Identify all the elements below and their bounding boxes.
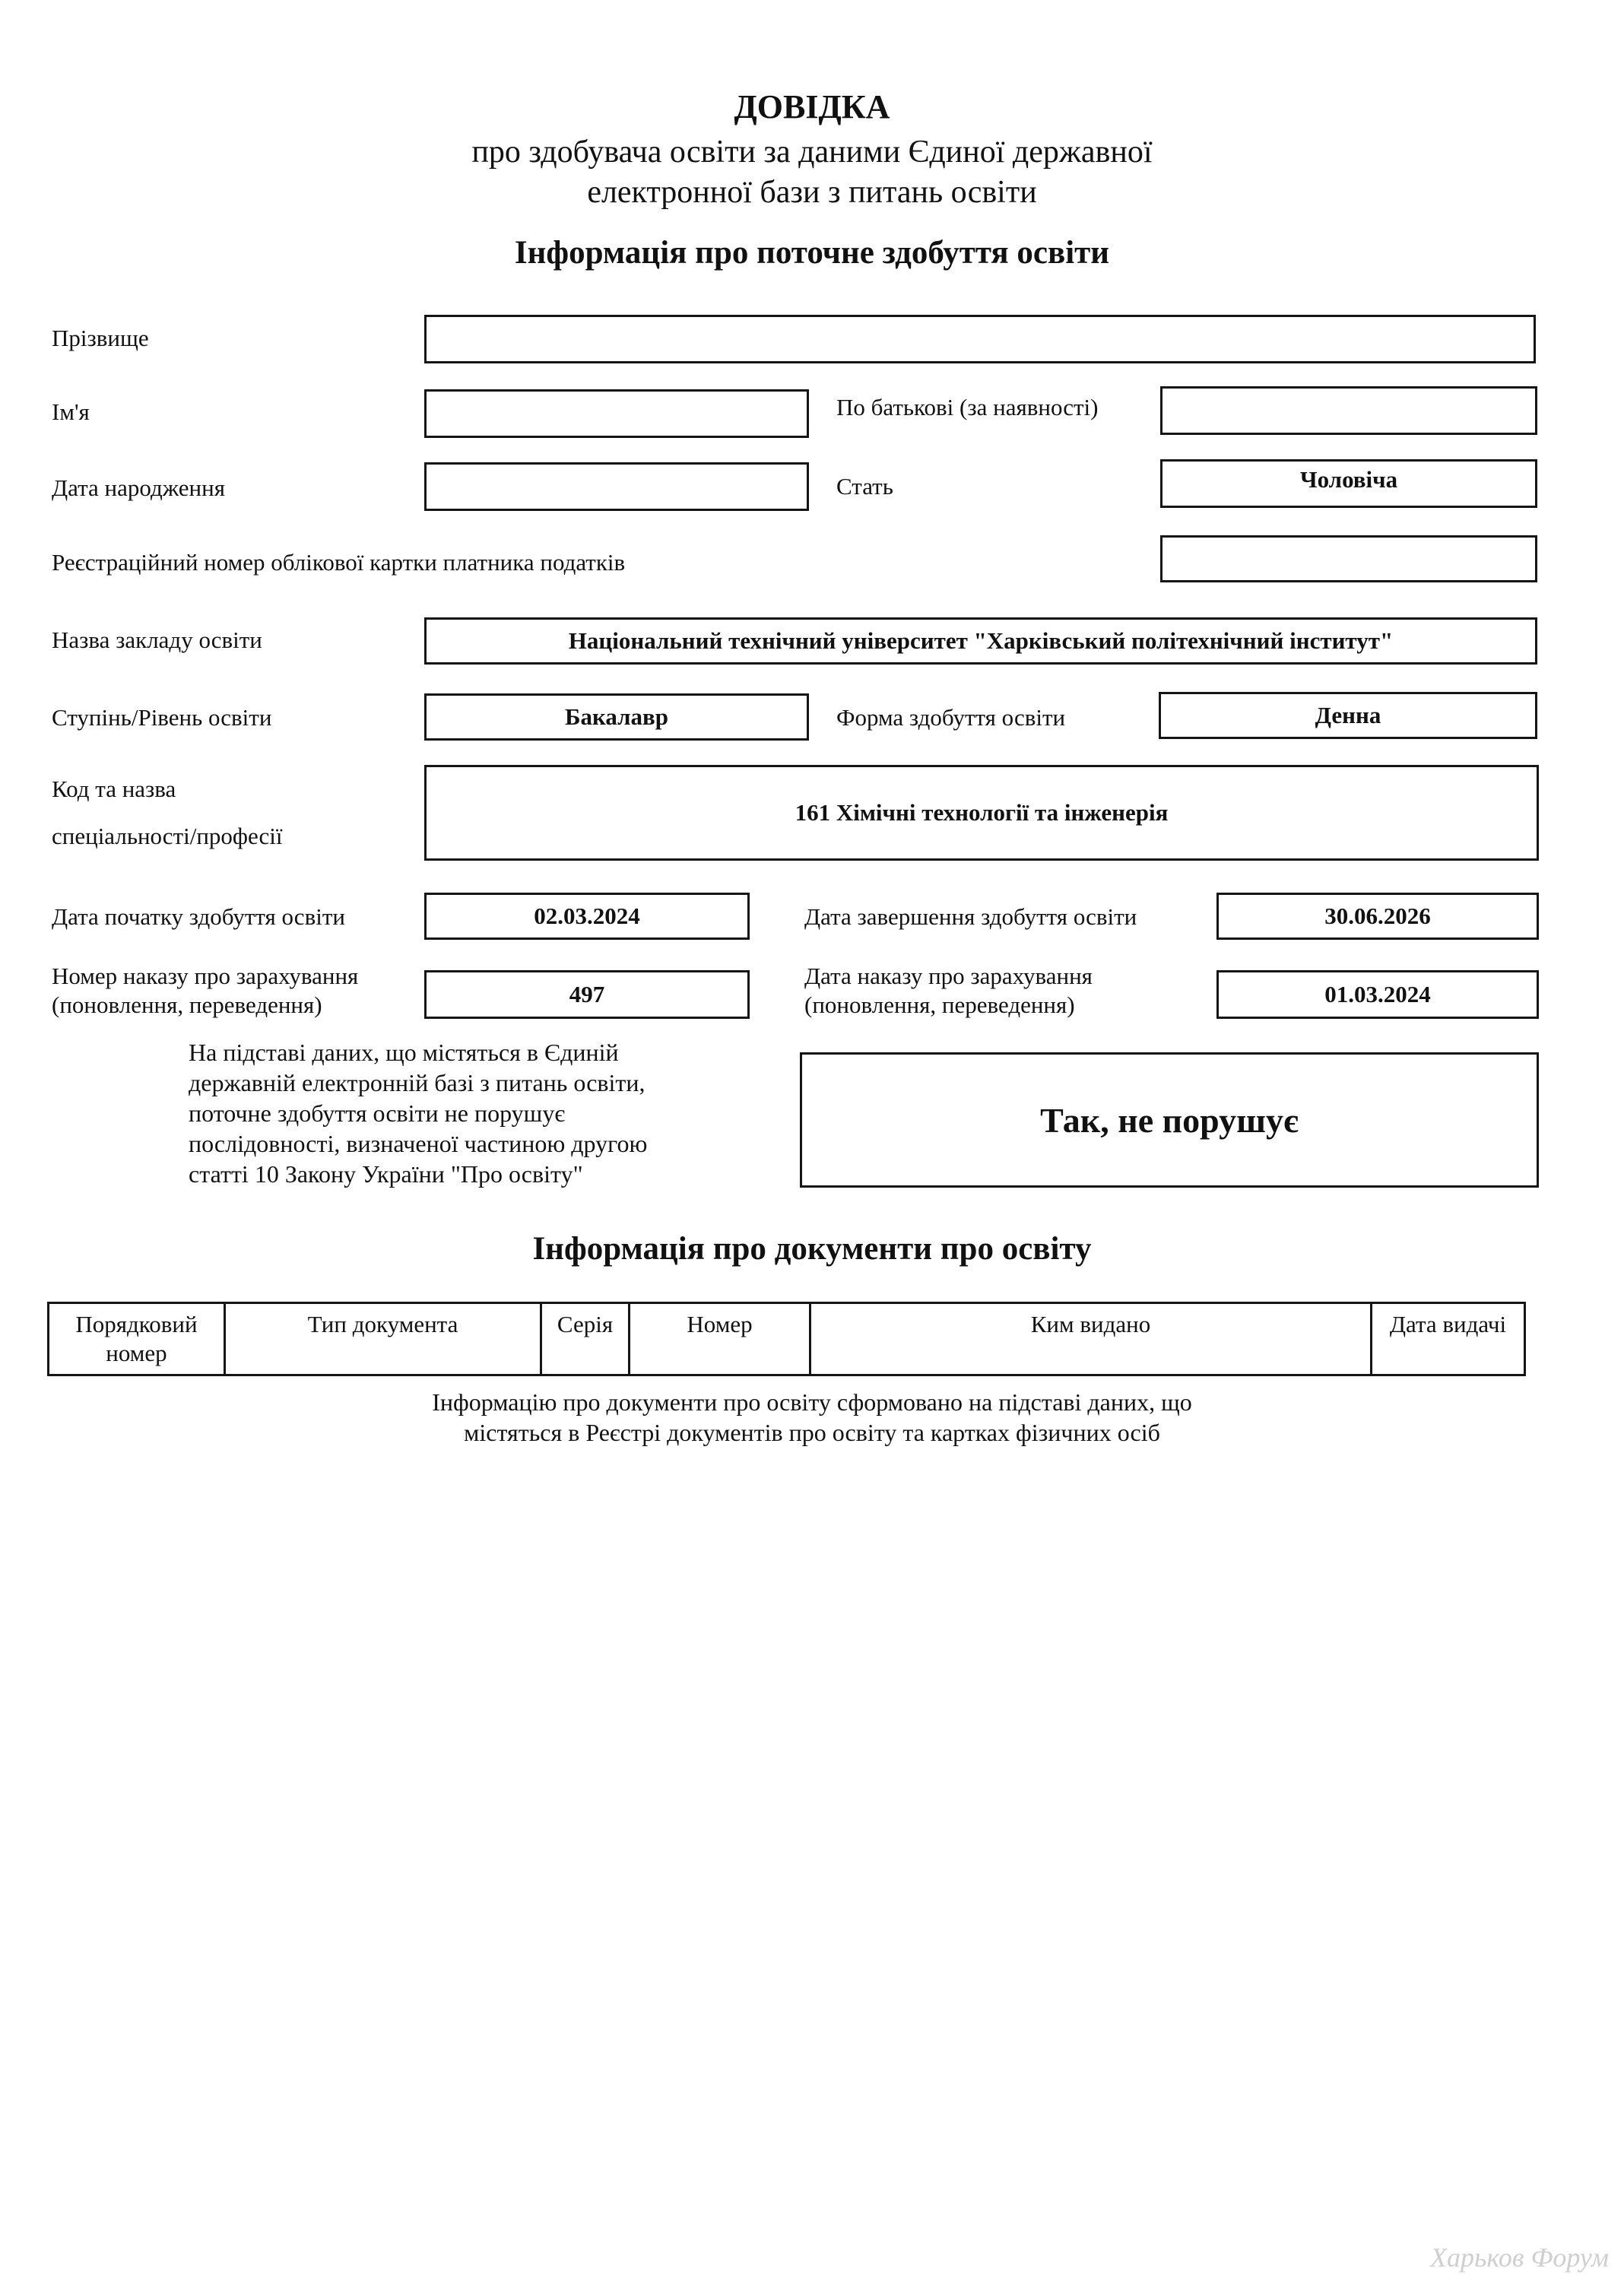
- patronymic-label: По батькові (за наявності): [836, 394, 1099, 420]
- document-title: ДОВІДКА: [734, 88, 890, 125]
- order-number-label-line1: Номер наказу про зарахування: [52, 963, 359, 989]
- column-header-issue-date: Дата видачі: [1372, 1303, 1525, 1375]
- surname-label: Прізвище: [52, 325, 149, 351]
- compliance-text-line1: На підставі даних, що містяться в Єдиній: [189, 1039, 619, 1066]
- name-field: [424, 389, 809, 438]
- order-date-label-line2: (поновлення, переведення): [804, 991, 1075, 1018]
- name-label: Ім'я: [52, 398, 90, 425]
- compliance-text-line5: статті 10 Закону України "Про освіту": [189, 1160, 583, 1188]
- institution-label: Назва закладу освіти: [52, 627, 262, 653]
- study-form-label: Форма здобуття освіти: [836, 704, 1066, 731]
- sex-field: Чоловіча: [1160, 459, 1537, 508]
- birthdate-field: [424, 462, 809, 511]
- order-number-field: 497: [424, 970, 750, 1019]
- compliance-result-box: Так, не порушує: [800, 1052, 1539, 1188]
- tax-number-field: [1160, 535, 1537, 582]
- end-date-field: 30.06.2026: [1216, 893, 1539, 940]
- compliance-text: [189, 1037, 647, 1189]
- document-subtitle-line1: про здобувача освіти за даними Єдиної державної: [471, 135, 1153, 170]
- documents-table-header-row: [49, 1303, 1525, 1375]
- column-header-ordinal: Порядковий номер: [49, 1303, 225, 1375]
- order-date-field: 01.03.2024: [1216, 970, 1539, 1019]
- end-date-label: Дата завершення здобуття освіти: [804, 903, 1137, 930]
- compliance-text-line4: послідовності, визначеної частиною другою: [189, 1130, 648, 1157]
- column-header-issued-by: Ким видано: [810, 1303, 1372, 1375]
- column-header-number: Номер: [630, 1303, 810, 1375]
- documents-footer-line2: містяться в Реєстрі документів про освіту та картках фізичних осіб: [464, 1419, 1160, 1446]
- institution-field: Національний технічний університет "Харківський політехнічний інститут": [424, 617, 1537, 665]
- specialty-field: 161 Хімічні технології та інженерія: [424, 765, 1539, 861]
- document-subtitle-line2: електронної бази з питань освіти: [587, 175, 1037, 210]
- start-date-label: Дата початку здобуття освіти: [52, 903, 345, 930]
- order-number-label-line2: (поновлення, переведення): [52, 991, 322, 1018]
- section-current-education-title: Інформація про поточне здобуття освіти: [514, 235, 1110, 271]
- section-documents-title: Інформація про документи про освіту: [532, 1231, 1092, 1267]
- documents-footer-line1: Інформацію про документи про освіту сформовано на підставі даних, що: [432, 1388, 1192, 1416]
- tax-number-label: Реєстраційний номер облікової картки платника податків: [52, 549, 626, 576]
- order-date-label-line1: Дата наказу про зарахування: [804, 963, 1093, 989]
- watermark: Харьков Форум: [1429, 2242, 1609, 2273]
- study-form-field: Денна: [1159, 692, 1537, 739]
- column-header-doc-type: Тип документа: [225, 1303, 541, 1375]
- degree-field: Бакалавр: [424, 693, 809, 741]
- sex-label: Стать: [836, 473, 893, 500]
- surname-field: [424, 315, 1536, 363]
- specialty-label-line2: спеціальності/професії: [52, 823, 283, 849]
- compliance-text-line3: поточне здобуття освіти не порушує: [189, 1099, 566, 1127]
- degree-label: Ступінь/Рівень освіти: [52, 704, 272, 731]
- column-header-series: Серія: [541, 1303, 630, 1375]
- documents-table: [47, 1302, 1526, 1376]
- compliance-text-line2: державній електронній базі з питань освіти,: [189, 1069, 645, 1096]
- start-date-field: 02.03.2024: [424, 893, 750, 940]
- specialty-label-line1: Код та назва: [52, 776, 176, 802]
- patronymic-field: [1160, 386, 1537, 435]
- birthdate-label: Дата народження: [52, 474, 225, 501]
